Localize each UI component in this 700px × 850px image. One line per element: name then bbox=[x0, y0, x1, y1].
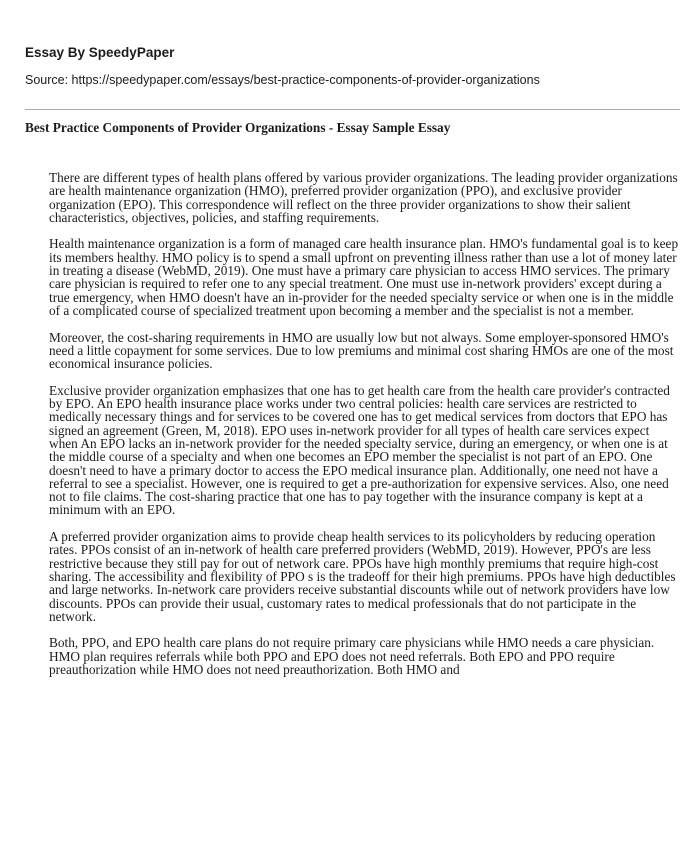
paragraph: There are different types of health plans offered by various provider organizations. The leading provider organizations are health maintenance organization (HMO), preferred provider organization (PPO), and exclusive provider organization (EPO). This correspondence will reflect on the three provider organizations to show their salient characteristics, objectives, policies, and staffing requirements. bbox=[49, 170, 678, 225]
paragraph: Exclusive provider organization emphasizes that one has to get health care from the health care provider's contracted by EPO. An EPO health insurance place works under two central policies: health care services are restricted to medically necessary things and for services to be covered one has to get medical services from doctors that EPO has signed an agreement (Green, M, 2018). EPO uses in-network provider for all types of health care services expect when An EPO lacks an in-network provider for the needed specialty service, during an emergency, or when one is at the middle course of a specialty and when one becomes an EPO member the specialist is not part of an EPO. One doesn't need to have a primary doctor to access the EPO medical insurance plan. Additionally, one need not have a referral to see a specialist. However, one is required to get a pre-authorization for expensive services. Also, one need not to file claims. The cost-sharing practice that one has to pay together with the insurance company is kept at a minimum with an EPO. bbox=[49, 382, 670, 518]
paragraph: A preferred provider organization aims to provide cheap health services to its policyholders by reducing operation rates. PPOs consist of an in-network of health care preferred providers (WebMD, 2019). However, PPO's are less restrictive because they still pay for out of network care. PPOs have high monthly premiums that require high-cost sharing. The accessibility and flexibility of PPO s is the tradeoff for their high premiums. PPOs have high deductibles and large networks. In-network care providers receive substantial discounts while out of network providers have low discounts. PPOs can provide their usual, customary rates to medical professionals that do not participate in the network. bbox=[49, 529, 676, 624]
essay-title: Best Practice Components of Provider Organizations - Essay Sample Essay bbox=[25, 120, 451, 135]
paragraph: Moreover, the cost-sharing requirements in HMO are usually low but not always. Some employer-sponsored HMO's need a little copayment for some services. Due to low premiums and minimal cost sharing HMOs are one of the most economical insurance policies. bbox=[49, 329, 674, 372]
header-divider bbox=[25, 109, 680, 110]
brand-heading: Essay By SpeedyPaper bbox=[25, 45, 175, 60]
essay-body bbox=[49, 171, 679, 690]
paragraph: Both, PPO, and EPO health care plans do not require primary care physicians while HMO needs a care physician. HMO plan requires referrals while both PPO and EPO does not need referrals. Both EPO and PPO require preauthorization while HMO does not need preauthorization. Both HMO and bbox=[49, 635, 655, 677]
source-line: Source: https://speedypaper.com/essays/best-practice-components-of-provider-organizations bbox=[25, 73, 540, 87]
paragraph: Health maintenance organization is a form of managed care health insurance plan. HMO's fundamental goal is to keep its members healthy. HMO policy is to spend a small upfront on preventing illness rather than use a lot of money later in treating a disease (WebMD, 2019). One must have a primary care physician to access HMO services. The primary care physician is required to refer one to any special treatment. One must use in-network providers' except during a true emergency, when HMO doesn't have an in-provider for the needed specialty service or when one is in the middle of a complicated course of specialized treatment upon becoming a member and the specialist is not a member. bbox=[49, 236, 679, 318]
